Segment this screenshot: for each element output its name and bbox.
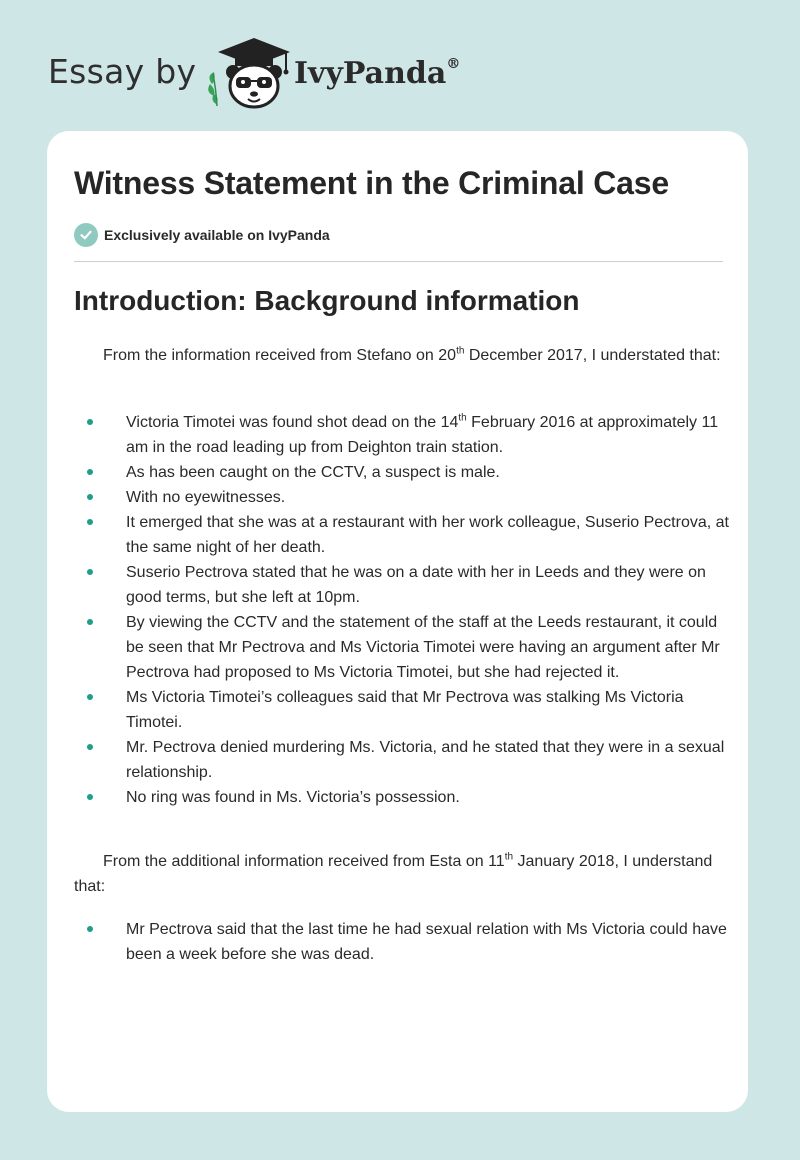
- list-item: Mr Pectrova said that the last time he had sexual relation with Ms Victoria could have been a week before she was dead.: [74, 917, 734, 967]
- check-icon: [74, 223, 98, 247]
- list-item: Ms Victoria Timotei’s colleagues said that Mr Pectrova was stalking Ms Victoria Timotei.: [74, 685, 734, 735]
- site-header: [48, 34, 508, 114]
- essay-card: [47, 131, 748, 1112]
- intro-paragraph: From the information received from Stefano on 20th December 2017, I understated that:: [103, 345, 721, 364]
- additional-facts-list: [74, 917, 734, 967]
- list-item: With no eyewitnesses.: [74, 485, 734, 510]
- brand-name: IvyPanda®: [294, 56, 461, 91]
- bullet-dot-icon: [87, 494, 93, 500]
- bullet-dot-icon: [87, 694, 93, 700]
- bullet-dot-icon: [87, 569, 93, 575]
- bullet-dot-icon: [87, 419, 93, 425]
- list-item: As has been caught on the CCTV, a suspect is male.: [74, 460, 734, 485]
- list-item: Victoria Timotei was found shot dead on the 14th February 2016 at approximately 11 am in the road leading up from Deighton train station.: [74, 410, 734, 460]
- essay-by-label: Essay by: [48, 52, 197, 91]
- bullet-dot-icon: [87, 519, 93, 525]
- list-item: Suserio Pectrova stated that he was on a date with her in Leeds and they were on good terms, but she left at 10pm.: [74, 560, 734, 610]
- section-title: Introduction: Background information: [74, 285, 580, 316]
- list-item: Mr. Pectrova denied murdering Ms. Victoria, and he stated that they were in a sexual relationship.: [74, 735, 734, 785]
- divider: [74, 261, 723, 262]
- list-item: It emerged that she was at a restaurant with her work colleague, Suserio Pectrova, at the same night of her death.: [74, 510, 734, 560]
- exclusive-badge: [74, 222, 330, 248]
- bullet-dot-icon: [87, 794, 93, 800]
- badge-label: Exclusively available on IvyPanda: [104, 227, 330, 243]
- page-title: Witness Statement in the Criminal Case: [74, 165, 669, 201]
- panda-graduate-icon: [202, 34, 292, 110]
- facts-list: [74, 410, 734, 810]
- list-item: No ring was found in Ms. Victoria’s possession.: [74, 785, 734, 810]
- bullet-dot-icon: [87, 926, 93, 932]
- additional-paragraph: From the additional information received from Esta on 11th January 2018, I understand that:: [74, 851, 713, 895]
- bullet-dot-icon: [87, 744, 93, 750]
- bullet-dot-icon: [87, 469, 93, 475]
- bullet-dot-icon: [87, 619, 93, 625]
- list-item: By viewing the CCTV and the statement of the staff at the Leeds restaurant, it could be seen that Mr Pectrova and Ms Victoria Timotei were having an argument after Mr Pectrova had proposed to Ms Victoria Timotei, but she had rejected it.: [74, 610, 734, 685]
